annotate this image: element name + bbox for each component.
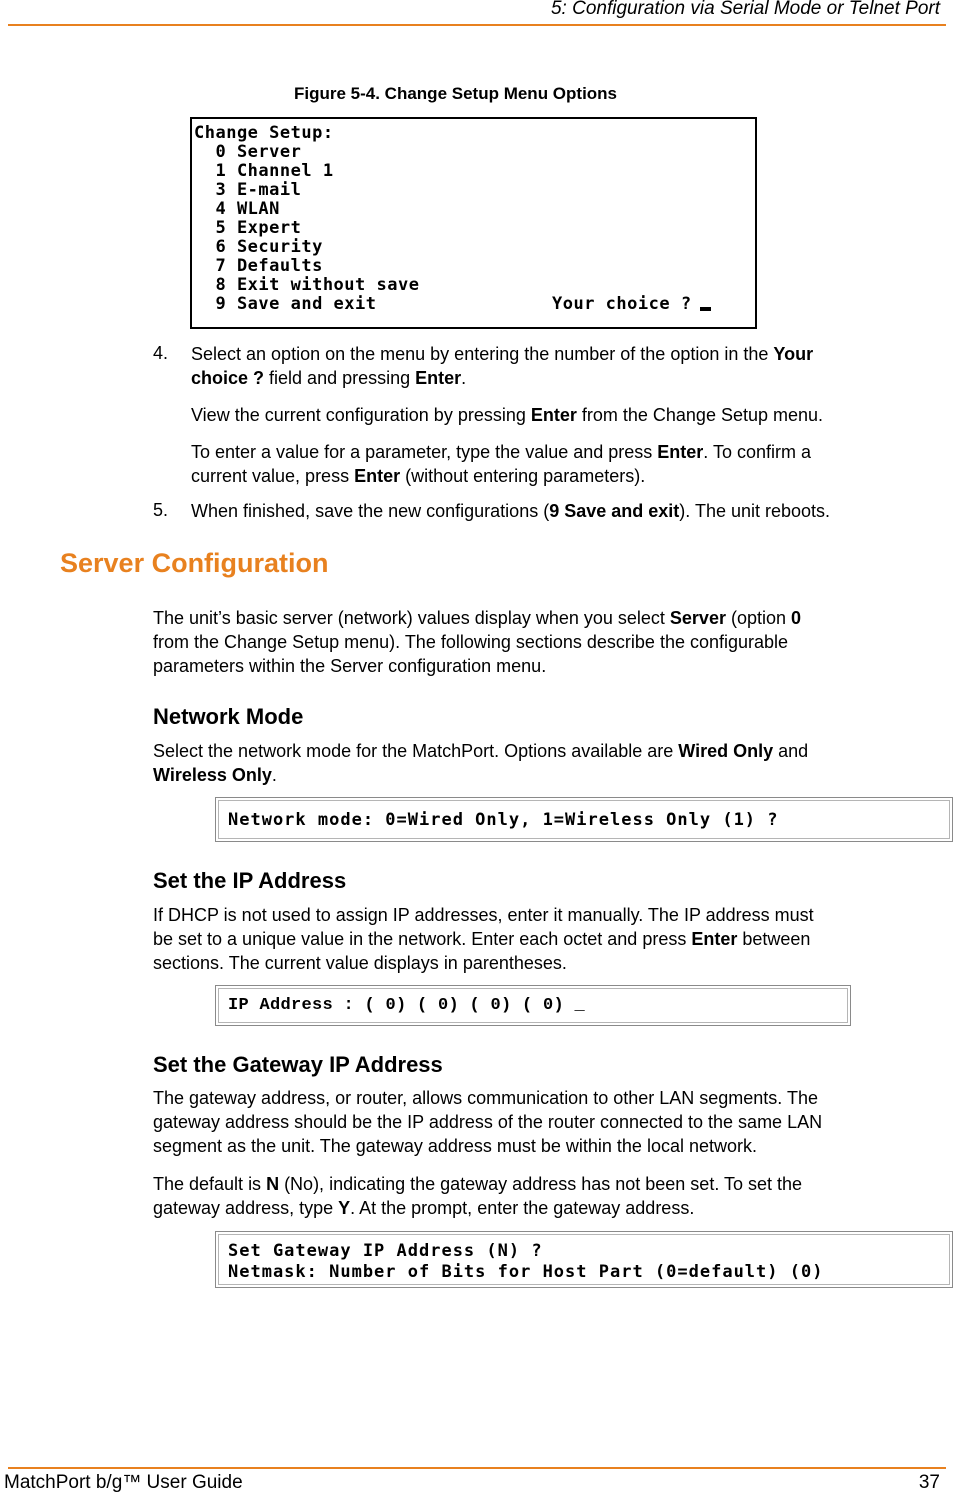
bold-text: Wired Only bbox=[678, 741, 774, 761]
section-heading: Server Configuration bbox=[60, 548, 329, 578]
text: parameters within the Server configuration menu. bbox=[153, 656, 547, 676]
text: segment as the unit. The gateway address must be within the local network. bbox=[153, 1136, 757, 1156]
step-5-text bbox=[191, 499, 941, 523]
menu-item: 3 E-mail bbox=[194, 180, 302, 200]
footer-title: MatchPort b/g™ User Guide bbox=[4, 1472, 243, 1493]
text: Select the network mode for the MatchPort. Options available are bbox=[153, 741, 679, 761]
enter-value-text bbox=[191, 440, 931, 488]
bold-text: Enter bbox=[530, 405, 577, 425]
text: If DHCP is not used to assign IP addresses, enter it manually. The IP address must bbox=[153, 905, 814, 925]
step-number: 4. bbox=[153, 343, 169, 363]
text: (without entering parameters). bbox=[400, 466, 646, 486]
bold-text: Wireless Only bbox=[153, 765, 272, 785]
network-mode-text bbox=[153, 739, 943, 787]
menu-item: 1 Channel 1 bbox=[194, 161, 334, 181]
terminal-line: Netmask: Number of Bits for Host Part (0=default) (0) bbox=[228, 1262, 824, 1282]
chapter-header: 5: Configuration via Serial Mode or Telnet Port bbox=[550, 0, 940, 19]
bold-text: Y bbox=[338, 1198, 351, 1218]
text: (option bbox=[725, 608, 792, 628]
text: When finished, save the new configurations ( bbox=[191, 501, 550, 521]
terminal-line: Network mode: 0=Wired Only, 1=Wireless Only (1) ? bbox=[228, 810, 779, 830]
bold-text: Your bbox=[773, 344, 814, 364]
text: . To confirm a bbox=[703, 442, 812, 462]
text: between bbox=[737, 929, 811, 949]
choice-prompt-text: Your choice ? bbox=[552, 294, 692, 314]
menu-item: 9 Save and exit bbox=[194, 294, 377, 314]
menu-item: 4 WLAN bbox=[194, 199, 280, 219]
network-mode-terminal bbox=[215, 797, 953, 842]
step-4-text bbox=[191, 342, 931, 390]
text: field and pressing bbox=[264, 368, 416, 388]
page-number: 37 bbox=[918, 1472, 940, 1493]
figure-caption: Figure 5-4. Change Setup Menu Options bbox=[294, 84, 618, 103]
text: View the current configuration by pressing bbox=[191, 405, 531, 425]
terminal-title: Change Setup: bbox=[194, 123, 334, 143]
text: sections. The current value displays in parentheses. bbox=[153, 953, 567, 973]
bold-text: Enter bbox=[354, 466, 401, 486]
gateway-terminal bbox=[215, 1231, 953, 1288]
bold-text: Enter bbox=[691, 929, 738, 949]
change-setup-terminal bbox=[190, 117, 757, 329]
bold-text: Enter bbox=[657, 442, 704, 462]
menu-item: 6 Security bbox=[194, 237, 323, 257]
text: . bbox=[271, 765, 277, 785]
text: from the Change Setup menu. bbox=[576, 405, 824, 425]
server-config-text bbox=[153, 606, 943, 678]
text: The default is bbox=[153, 1174, 267, 1194]
text: . At the prompt, enter the gateway address. bbox=[350, 1198, 695, 1218]
bold-text: Server bbox=[669, 608, 726, 628]
cursor-icon bbox=[700, 307, 711, 311]
gateway-default-text bbox=[153, 1172, 943, 1220]
bold-text: 9 Save and exit bbox=[549, 501, 680, 521]
bold-text: 0 bbox=[791, 608, 802, 628]
text: current value, press bbox=[191, 466, 355, 486]
subsection-heading: Set the IP Address bbox=[153, 868, 347, 893]
text: and bbox=[773, 741, 809, 761]
menu-item: 8 Exit without save bbox=[194, 275, 420, 295]
header-rule bbox=[8, 24, 946, 26]
text: be set to a unique value in the network. Enter each octet and press bbox=[153, 929, 692, 949]
text: The unit’s basic server (network) values display when you select bbox=[153, 608, 670, 628]
menu-item: 0 Server bbox=[194, 142, 302, 162]
text: The gateway address, or router, allows communication to other LAN segments. The bbox=[153, 1088, 818, 1108]
menu-item: 7 Defaults bbox=[194, 256, 323, 276]
terminal-line: IP Address : ( 0) ( 0) ( 0) ( 0) _ bbox=[228, 996, 586, 1015]
text: gateway address, type bbox=[153, 1198, 339, 1218]
view-config-text bbox=[191, 403, 931, 427]
text: gateway address should be the IP address of the router connected to the same LAN bbox=[153, 1112, 823, 1132]
text: . bbox=[461, 368, 467, 388]
bold-text: N bbox=[266, 1174, 280, 1194]
text: (No), indicating the gateway address has not been set. To set the bbox=[279, 1174, 803, 1194]
menu-item: 5 Expert bbox=[194, 218, 302, 238]
terminal-line: Set Gateway IP Address (N) ? bbox=[228, 1241, 543, 1261]
bold-text: choice ? bbox=[191, 368, 265, 388]
footer-rule bbox=[8, 1467, 946, 1469]
gateway-text bbox=[153, 1086, 943, 1158]
step-number: 5. bbox=[153, 500, 169, 520]
text: ). The unit reboots. bbox=[679, 501, 831, 521]
ip-address-terminal bbox=[215, 985, 851, 1026]
subsection-heading: Set the Gateway IP Address bbox=[153, 1052, 443, 1077]
choice-prompt bbox=[552, 295, 711, 314]
text: Select an option on the menu by entering the number of the option in the bbox=[191, 344, 774, 364]
text: from the Change Setup menu). The following sections describe the configurable bbox=[153, 632, 789, 652]
subsection-heading: Network Mode bbox=[153, 704, 304, 729]
ip-address-text bbox=[153, 903, 943, 975]
text: To enter a value for a parameter, type the value and press bbox=[191, 442, 658, 462]
bold-text: Enter bbox=[415, 368, 462, 388]
